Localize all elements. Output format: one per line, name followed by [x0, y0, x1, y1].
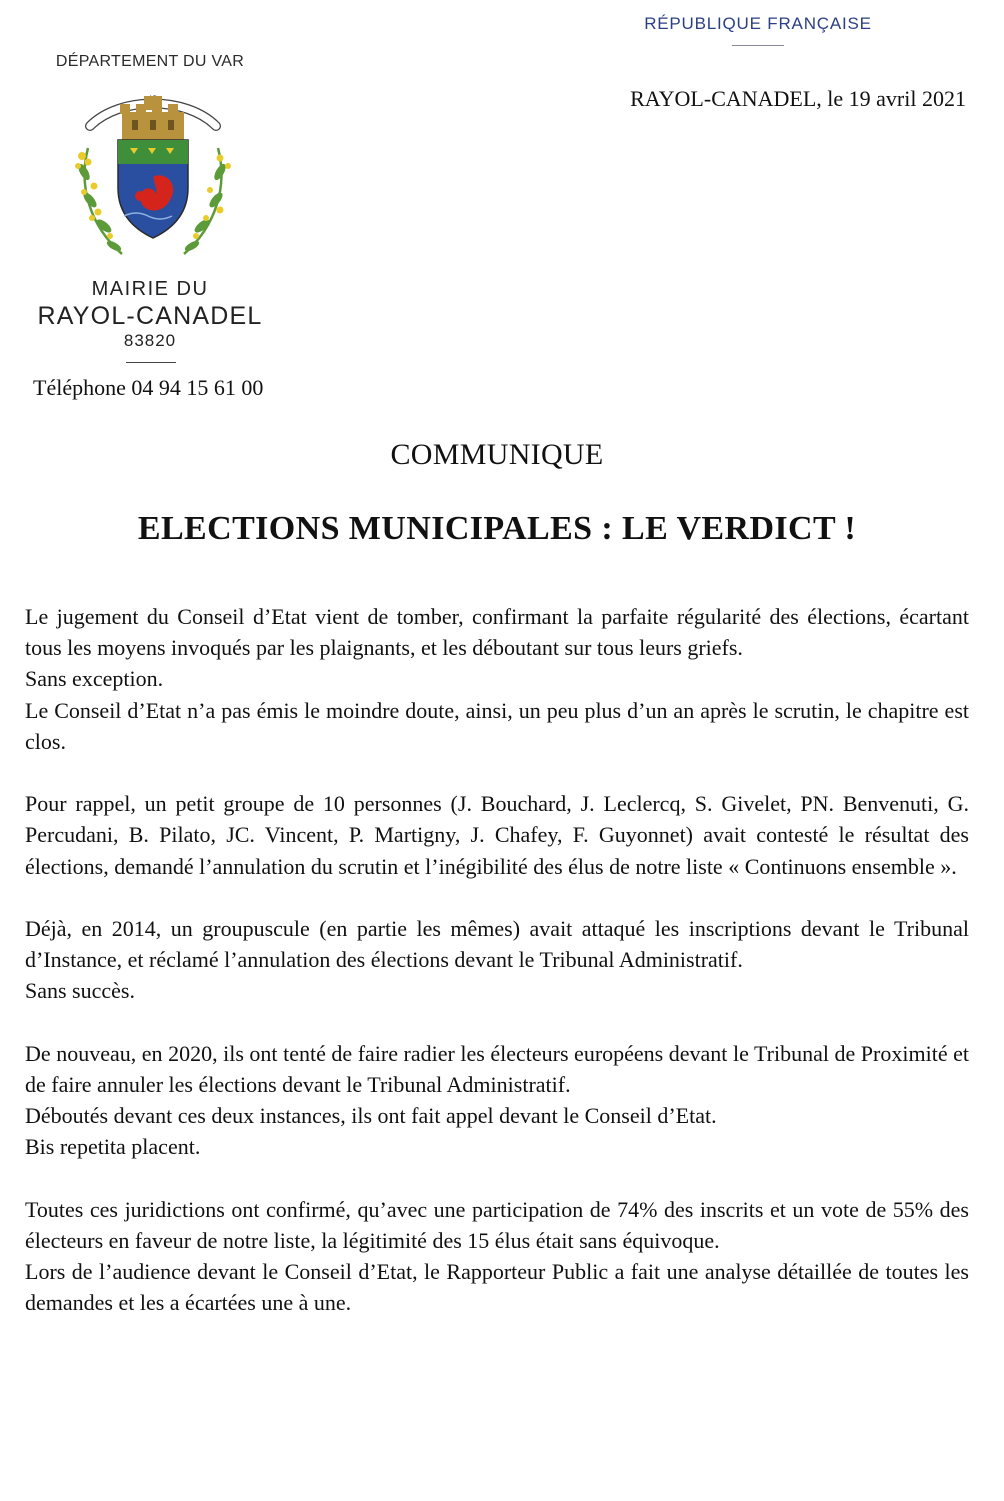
- municipal-crest-icon: [70, 76, 236, 272]
- communique-body: [25, 601, 969, 1319]
- paragraph: Déjà, en 2014, un groupuscule (en partie les mêmes) avait attaqué les inscriptions devant le Tribunal d’Instance, et réclamé l’annulation des élections devant le Tribunal Administratif.: [25, 916, 969, 973]
- paragraph: Sans succès.: [25, 978, 135, 1004]
- mairie-label: MAIRIE DU: [91, 278, 209, 300]
- place-and-date: RAYOL-CANADEL, le 19 avril 2021: [630, 86, 966, 111]
- paragraph: Lors de l’audience devant le Conseil d’Etat, le Rapporteur Public a fait une analyse détaillée de toutes les demandes et les a écartées une à une.: [25, 1259, 969, 1316]
- paragraph: Le Conseil d’Etat n’a pas émis le moindre doute, ainsi, un peu plus d’un an après le scrutin, le chapitre est clos.: [25, 697, 969, 754]
- document-type-label: COMMUNIQUE: [390, 438, 604, 471]
- header-divider: [732, 45, 784, 46]
- phone-number: Téléphone 04 94 15 61 00: [33, 375, 264, 400]
- republique-francaise-heading: RÉPUBLIQUE FRANÇAISE: [644, 14, 872, 33]
- postcode: 83820: [123, 331, 177, 350]
- headline: ELECTIONS MUNICIPALES : LE VERDICT !: [137, 510, 857, 547]
- paragraph: De nouveau, en 2020, ils ont tenté de faire radier les électeurs européens devant le Tribunal de Proximité et de faire annuler les élections devant le Tribunal Administratif.: [25, 1040, 969, 1097]
- department-label: DÉPARTEMENT DU VAR: [55, 53, 245, 70]
- logo-divider: [126, 362, 176, 363]
- paragraph: Déboutés devant ces deux instances, ils ont fait appel devant le Conseil d’Etat.: [25, 1103, 717, 1129]
- paragraph: Bis repetita placent.: [25, 1134, 201, 1160]
- paragraph: Pour rappel, un petit groupe de 10 personnes (J. Bouchard, J. Leclercq, S. Givelet, PN. Benvenuti, G. Percudani, B. Pilato, JC. Vincent, P. Martigny, J. Chafey, F. Guyonnet) avait contesté le résultat des élections, demandé l’annulation du scrutin et l’inégibilité des élus de notre liste « Continuons ensemble ».: [25, 791, 969, 879]
- paragraph: Toutes ces juridictions ont confirmé, qu’avec une participation de 74% des inscrits et un vote de 55% des électeurs en faveur de notre liste, la légitimité des 15 élus était sans équivoque.: [25, 1196, 969, 1253]
- commune-name: RAYOL-CANADEL: [37, 302, 263, 330]
- paragraph: Le jugement du Conseil d’Etat vient de tomber, confirmant la parfaite régularité des élections, écartant tous les moyens invoqués par les plaignants, et les déboutant sur tous leurs griefs.: [25, 604, 969, 661]
- paragraph: Sans exception.: [25, 666, 164, 692]
